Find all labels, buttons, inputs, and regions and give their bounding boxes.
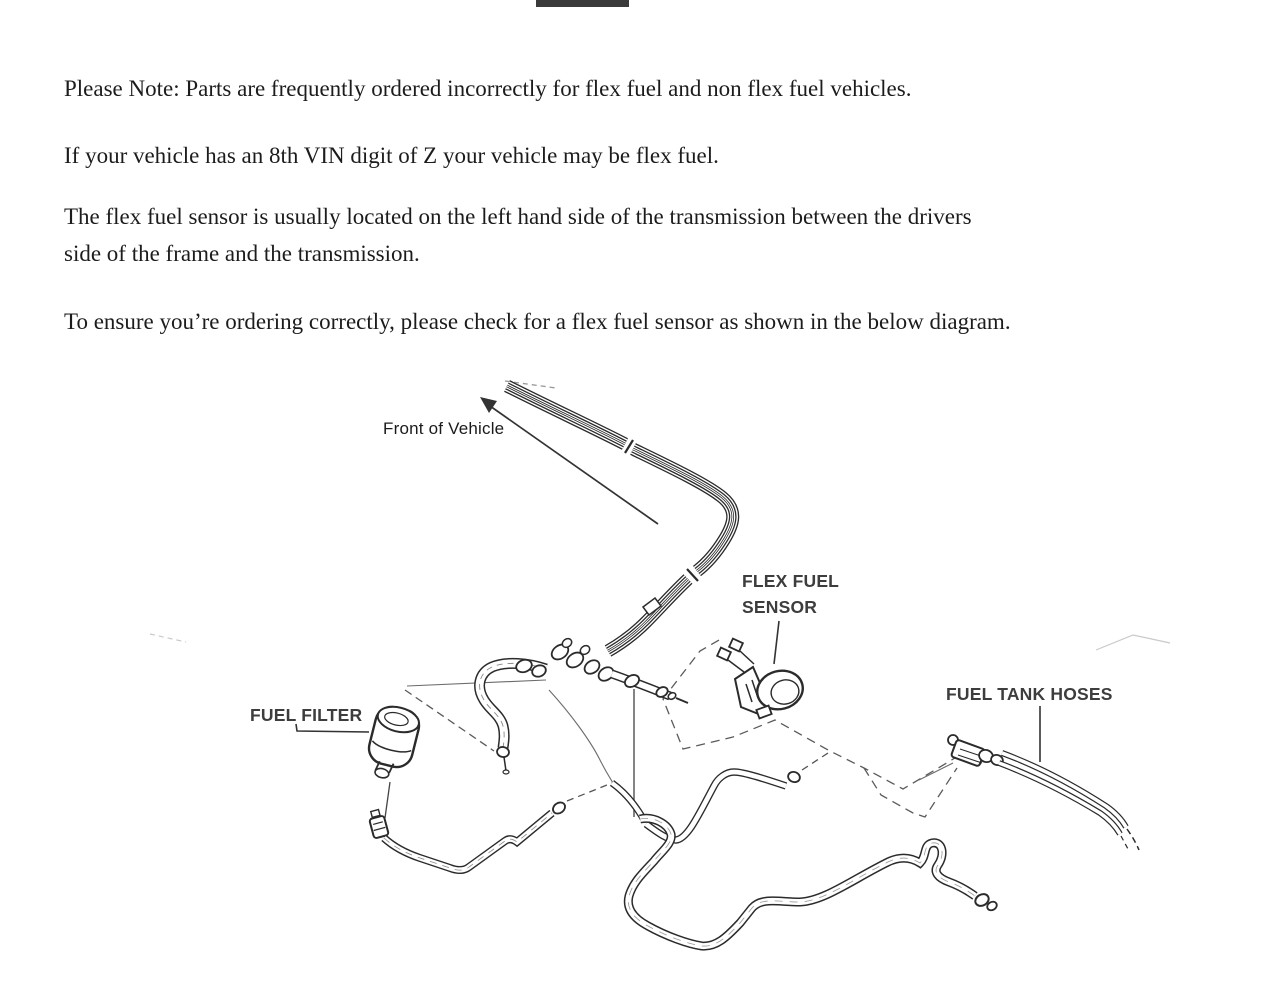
break-tick-upper (625, 440, 633, 453)
flex-fuel-sensor-label (742, 568, 839, 620)
flex-fuel-sensor-label-line2: SENSOR (742, 597, 818, 617)
front-of-vehicle-label: Front of Vehicle (383, 419, 505, 438)
sensor-leader-line (774, 621, 779, 664)
center-right-tube (612, 672, 688, 703)
center-fitting-cluster (549, 637, 616, 684)
flex-fuel-sensor-part (717, 621, 807, 718)
connector-thin-line (919, 763, 953, 780)
check-diagram-paragraph: To ensure you’re ordering correctly, please check for a flex fuel sensor as shown in the below diagram. (64, 309, 1011, 334)
phantom-lines (405, 381, 958, 817)
note-paragraph: Please Note: Parts are frequently ordered incorrectly for flex fuel and non flex fuel vehicles. (64, 76, 912, 101)
lower-left-circuit (367, 753, 828, 870)
sensor-location-line2: side of the frame and the transmission. (64, 241, 420, 266)
sensor-location-line1: The flex fuel sensor is usually located on the left hand side of the transmission between the drivers (64, 204, 972, 229)
fuel-filter-label: FUEL FILTER (250, 705, 363, 725)
vin-paragraph: If your vehicle has an 8th VIN digit of Z your vehicle may be flex fuel. (64, 143, 719, 168)
fuel-tank-hoses-label: FUEL TANK HOSES (946, 684, 1113, 704)
arrowhead (480, 397, 497, 413)
s-curve-hose (480, 658, 548, 774)
faint-reference-marks (150, 634, 1170, 650)
attach-line-down (549, 690, 613, 783)
break-tick-lower (687, 569, 698, 581)
flex-fuel-sensor-label-line1: FLEX FUEL (742, 571, 840, 591)
filter-drop-line (385, 782, 390, 818)
phantom-zigzag-center (663, 640, 958, 789)
fuel-line-bundle (507, 386, 733, 651)
fuel-tank-hoses-part (948, 706, 1139, 850)
